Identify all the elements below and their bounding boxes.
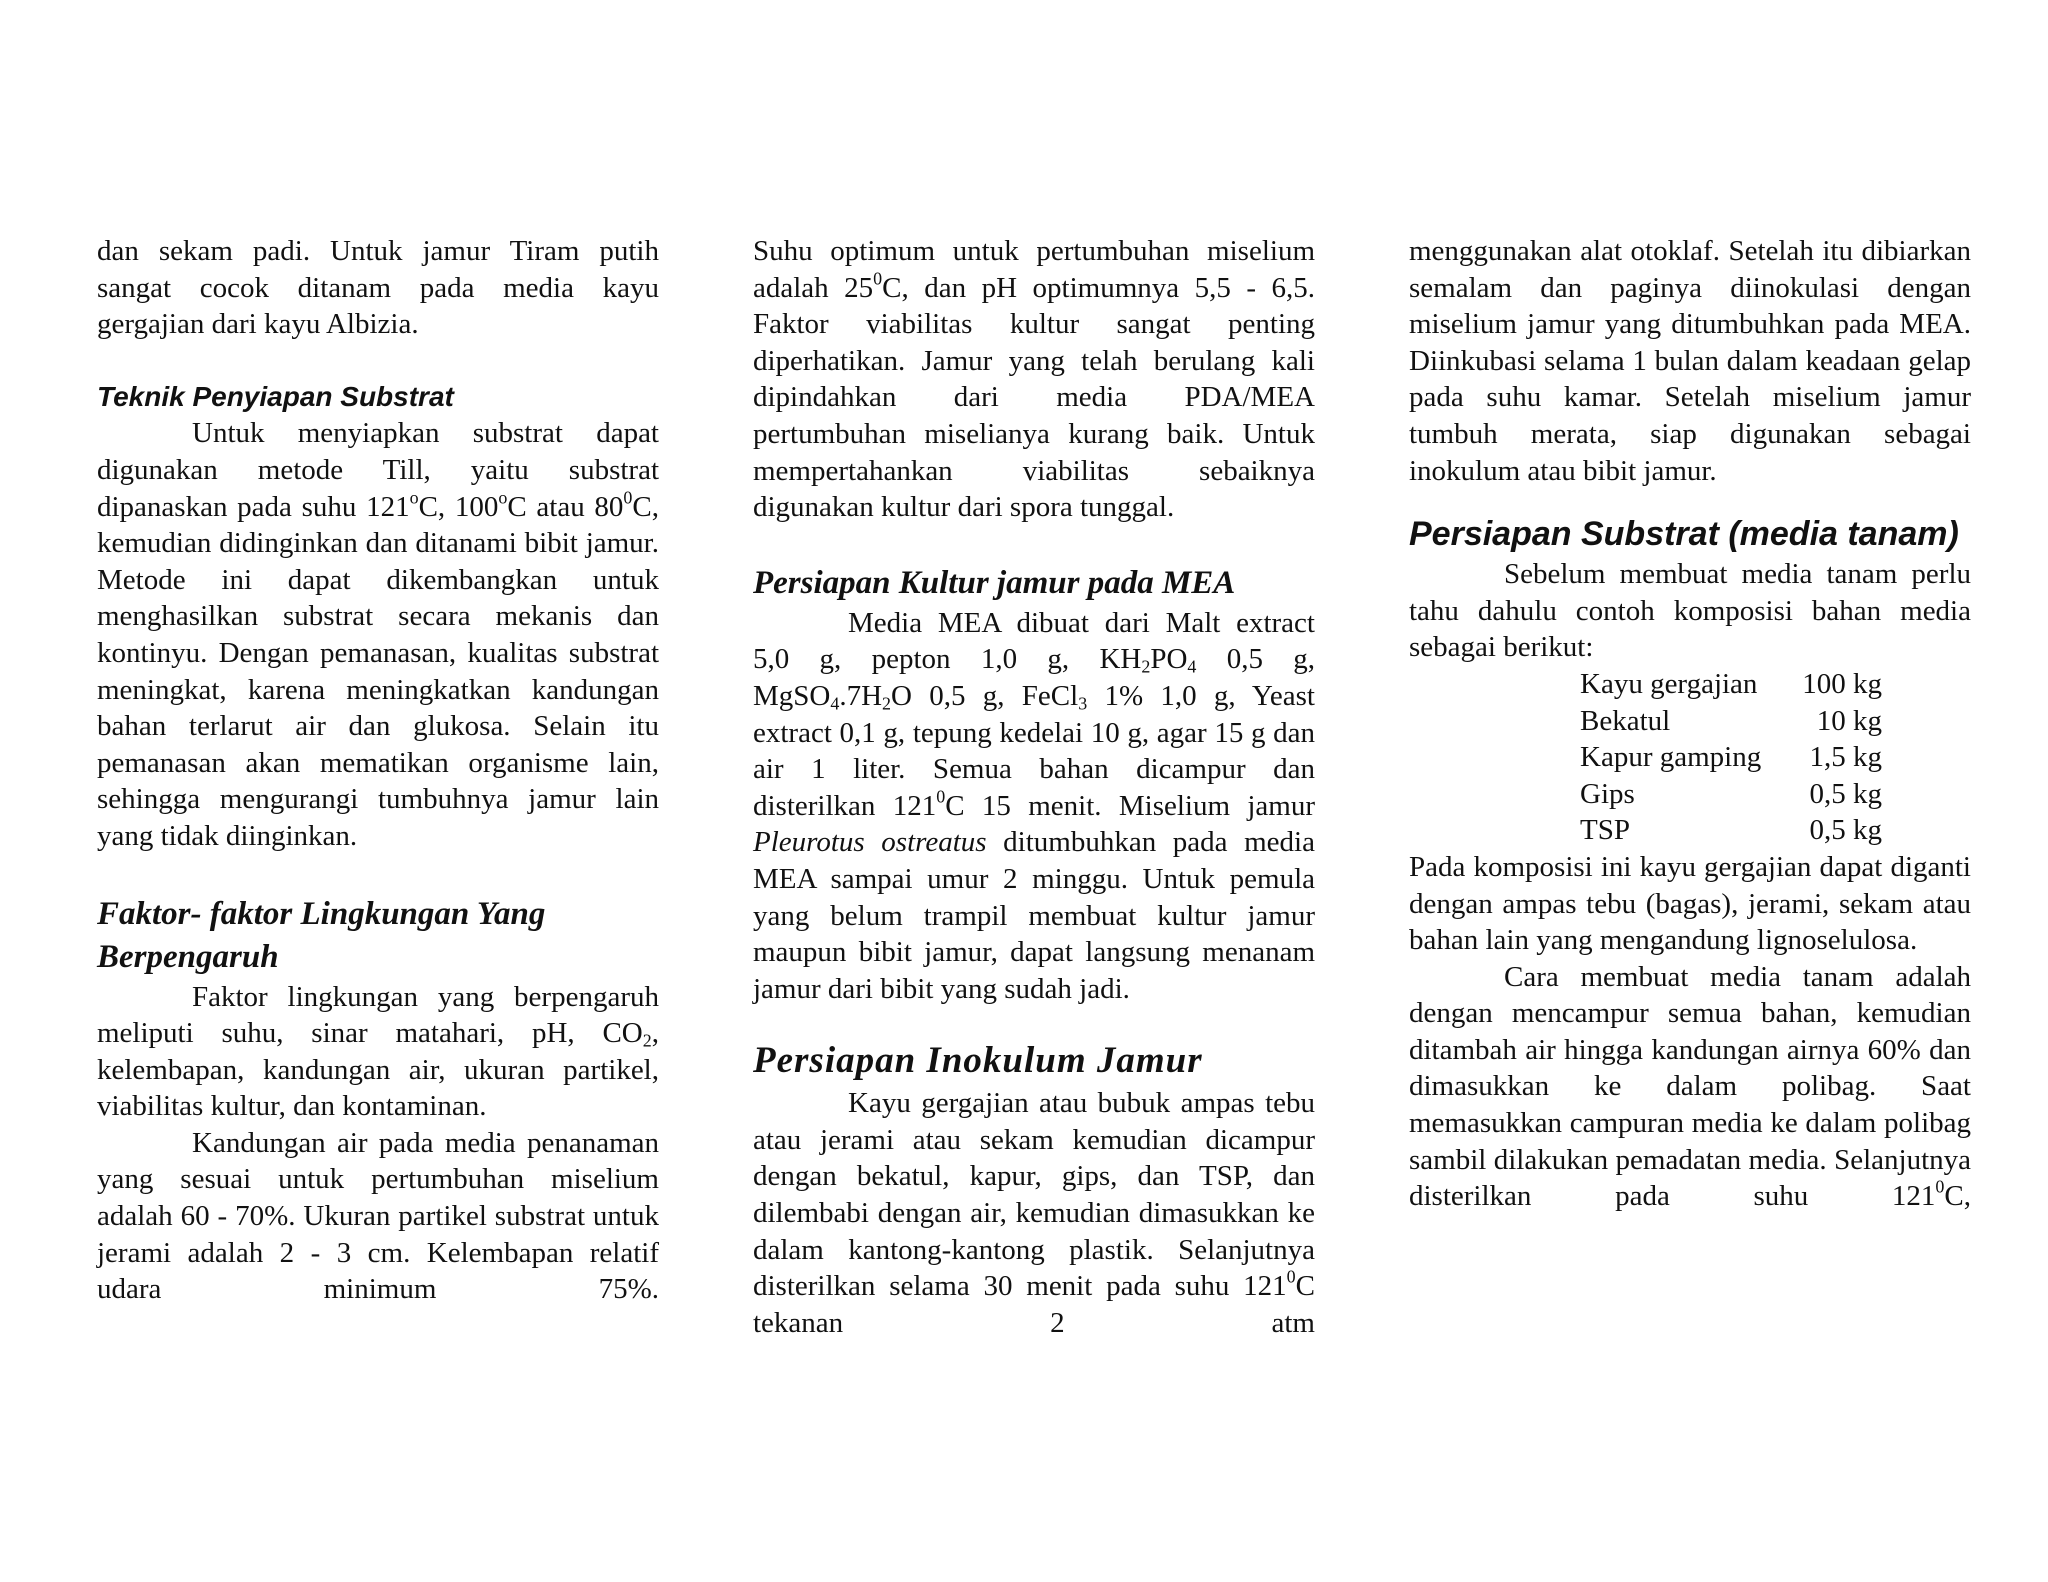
paragraph-cara-membuat: Cara membuat media tanam adalah dengan mencampur semua bahan, kemudian ditambah air hingga kandungan airnya 60% dan dimasukkan ke dalam polibag. Saat memasukkan campuran media ke dalam polibag sambil dilakukan pemadatan media. Selanjutnya disterilkan pada suhu $121^0C$, <box>1409 960 1971 1213</box>
composition-item: Bekatul 10 kg <box>1580 704 1882 737</box>
paragraph-inokulum: Kayu gergajian atau bubuk ampas tebu atau jerami atau sekam kemudian dicampur dengan bekatul, kapur, gips, dan TSP, dan dilembabi dengan air, kemudian dimasukkan ke dalam kantong-kantong plastik. Selanjutnya disterilkan selama 30 menit pada suhu $121^0C$ tekanan 2 atm <box>753 1087 1315 1339</box>
paragraph-komposisi: Pada komposisi ini kayu gergajian dapat diganti dengan ampas tebu (bagas), jerami, sekam atau bahan lain yang mengandung lignoselulosa. <box>1409 850 1971 957</box>
paragraph-suhu-optimum: Suhu optimum untuk pertumbuhan miselium adalah $25^0C$, dan pH optimumnya 5,5 - 6,5. Faktor viabilitas kultur sangat penting diperhatikan. Jamur yang telah berulang kali dipindahkan dari media PDA/MEA pertumbuhan miselianya kurang baik. Untuk mempertahankan viabilitas sebaiknya digunakan kultur dari spora tunggal. <box>753 235 1316 524</box>
composition-item: TSP 0,5 kg <box>1580 814 1882 847</box>
composition-item: Kayu gergajian 100 kg <box>1580 667 1882 700</box>
species-name: Pleurotus ostreatus <box>753 826 987 859</box>
column-middle <box>753 233 1315 1341</box>
composition-item: Kapur gamping 1,5 kg <box>1580 741 1882 774</box>
heading-faktor-lingkungan: Faktor- faktor Lingkungan Yang Berpengaruh <box>97 895 546 975</box>
paragraph-faktor: Faktor lingkungan yang berpengaruh meliputi suhu, sinar matahari, pH, $CO_2$, kelembapan, kandungan air, ukuran partikel, viabilitas kultur, dan kontaminan. <box>97 980 659 1123</box>
paragraph-intro: dan sekam padi. Untuk jamur Tiram putih sangat cocok ditanam pada media kayu gergajian dari kayu Albizia. <box>97 235 659 341</box>
column-left <box>97 233 659 1308</box>
paragraph-sebelum: Sebelum membuat media tanam perlu tahu dahulu contoh komposisi bahan media sebagai berikut: <box>1409 558 1971 664</box>
paragraph-teknik: Untuk menyiapkan substrat dapat digunakan metode Till, yaitu substrat dipanaskan pada suhu 121$^o$C, 100$^o$C atau $80^0C$, kemudian didinginkan dan ditanami bibit jamur. Metode ini dapat dikembangkan untuk menghasilkan substrat secara mekanis dan kontinyu. Dengan pemanasan, kualitas substrat meningkat, karena meningkatkan kandungan bahan terlarut air dan glukosa. Selain itu pemanasan akan mematikan organisme lain, sehingga mengurangi tumbuhnya jamur lain yang tidak diinginkan. <box>97 417 659 852</box>
heading-persiapan-inokulum: Persiapan Inokulum Jamur <box>753 1040 1203 1082</box>
paragraph-media-mea: Media MEA dibuat dari Malt extract 5,0 g, pepton 1,0 g, $KH_2PO_4$ 0,5 g, $MgSO_4.7H_2O$ 0,5 g, FeCl$_3$ 1% 1,0 g, Yeast extract 0,1 g, tepung kedelai 10 g, agar 15 g dan air 1 liter. Semua bahan dicampur dan disterilkan $121^0C$ 15 menit. Miselium jamur Pleurotus ostreatus ditumbuhkan pada media MEA sampai umur 2 minggu. Untuk pemula yang belum trampil membuat kultur jamur maupun bibit jamur, dapat langsung menanam jamur dari bibit yang sudah jadi. <box>753 606 1315 1005</box>
column-right <box>1409 233 1971 1215</box>
paragraph-otoklaf: menggunakan alat otoklaf. Setelah itu dibiarkan semalam dan paginya diinokulasi dengan miselium jamur yang ditumbuhkan pada MEA. Diinkubasi selama 1 bulan dalam keadaan gelap pada suhu kamar. Setelah miselium jamur tumbuh merata, siap digunakan sebagai inokulum atau bibit jamur. <box>1409 235 1971 487</box>
heading-persiapan-substrat: Persiapan Substrat (media tanam) <box>1409 515 1959 554</box>
paragraph-kandungan-air: Kandungan air pada media penanaman yang sesuai untuk pertumbuhan miselium adalah 60 - 70%. Ukuran partikel substrat untuk jerami adalah 2 - 3 cm. Kelembapan relatif udara minimum 75%. <box>97 1126 659 1306</box>
composition-list <box>1580 666 1971 849</box>
composition-item: Gips 0,5 kg <box>1580 777 1882 810</box>
heading-teknik-penyiapan-substrat: Teknik Penyiapan Substrat <box>97 380 454 412</box>
heading-persiapan-kultur-mea: Persiapan Kultur jamur pada MEA <box>753 564 1236 601</box>
